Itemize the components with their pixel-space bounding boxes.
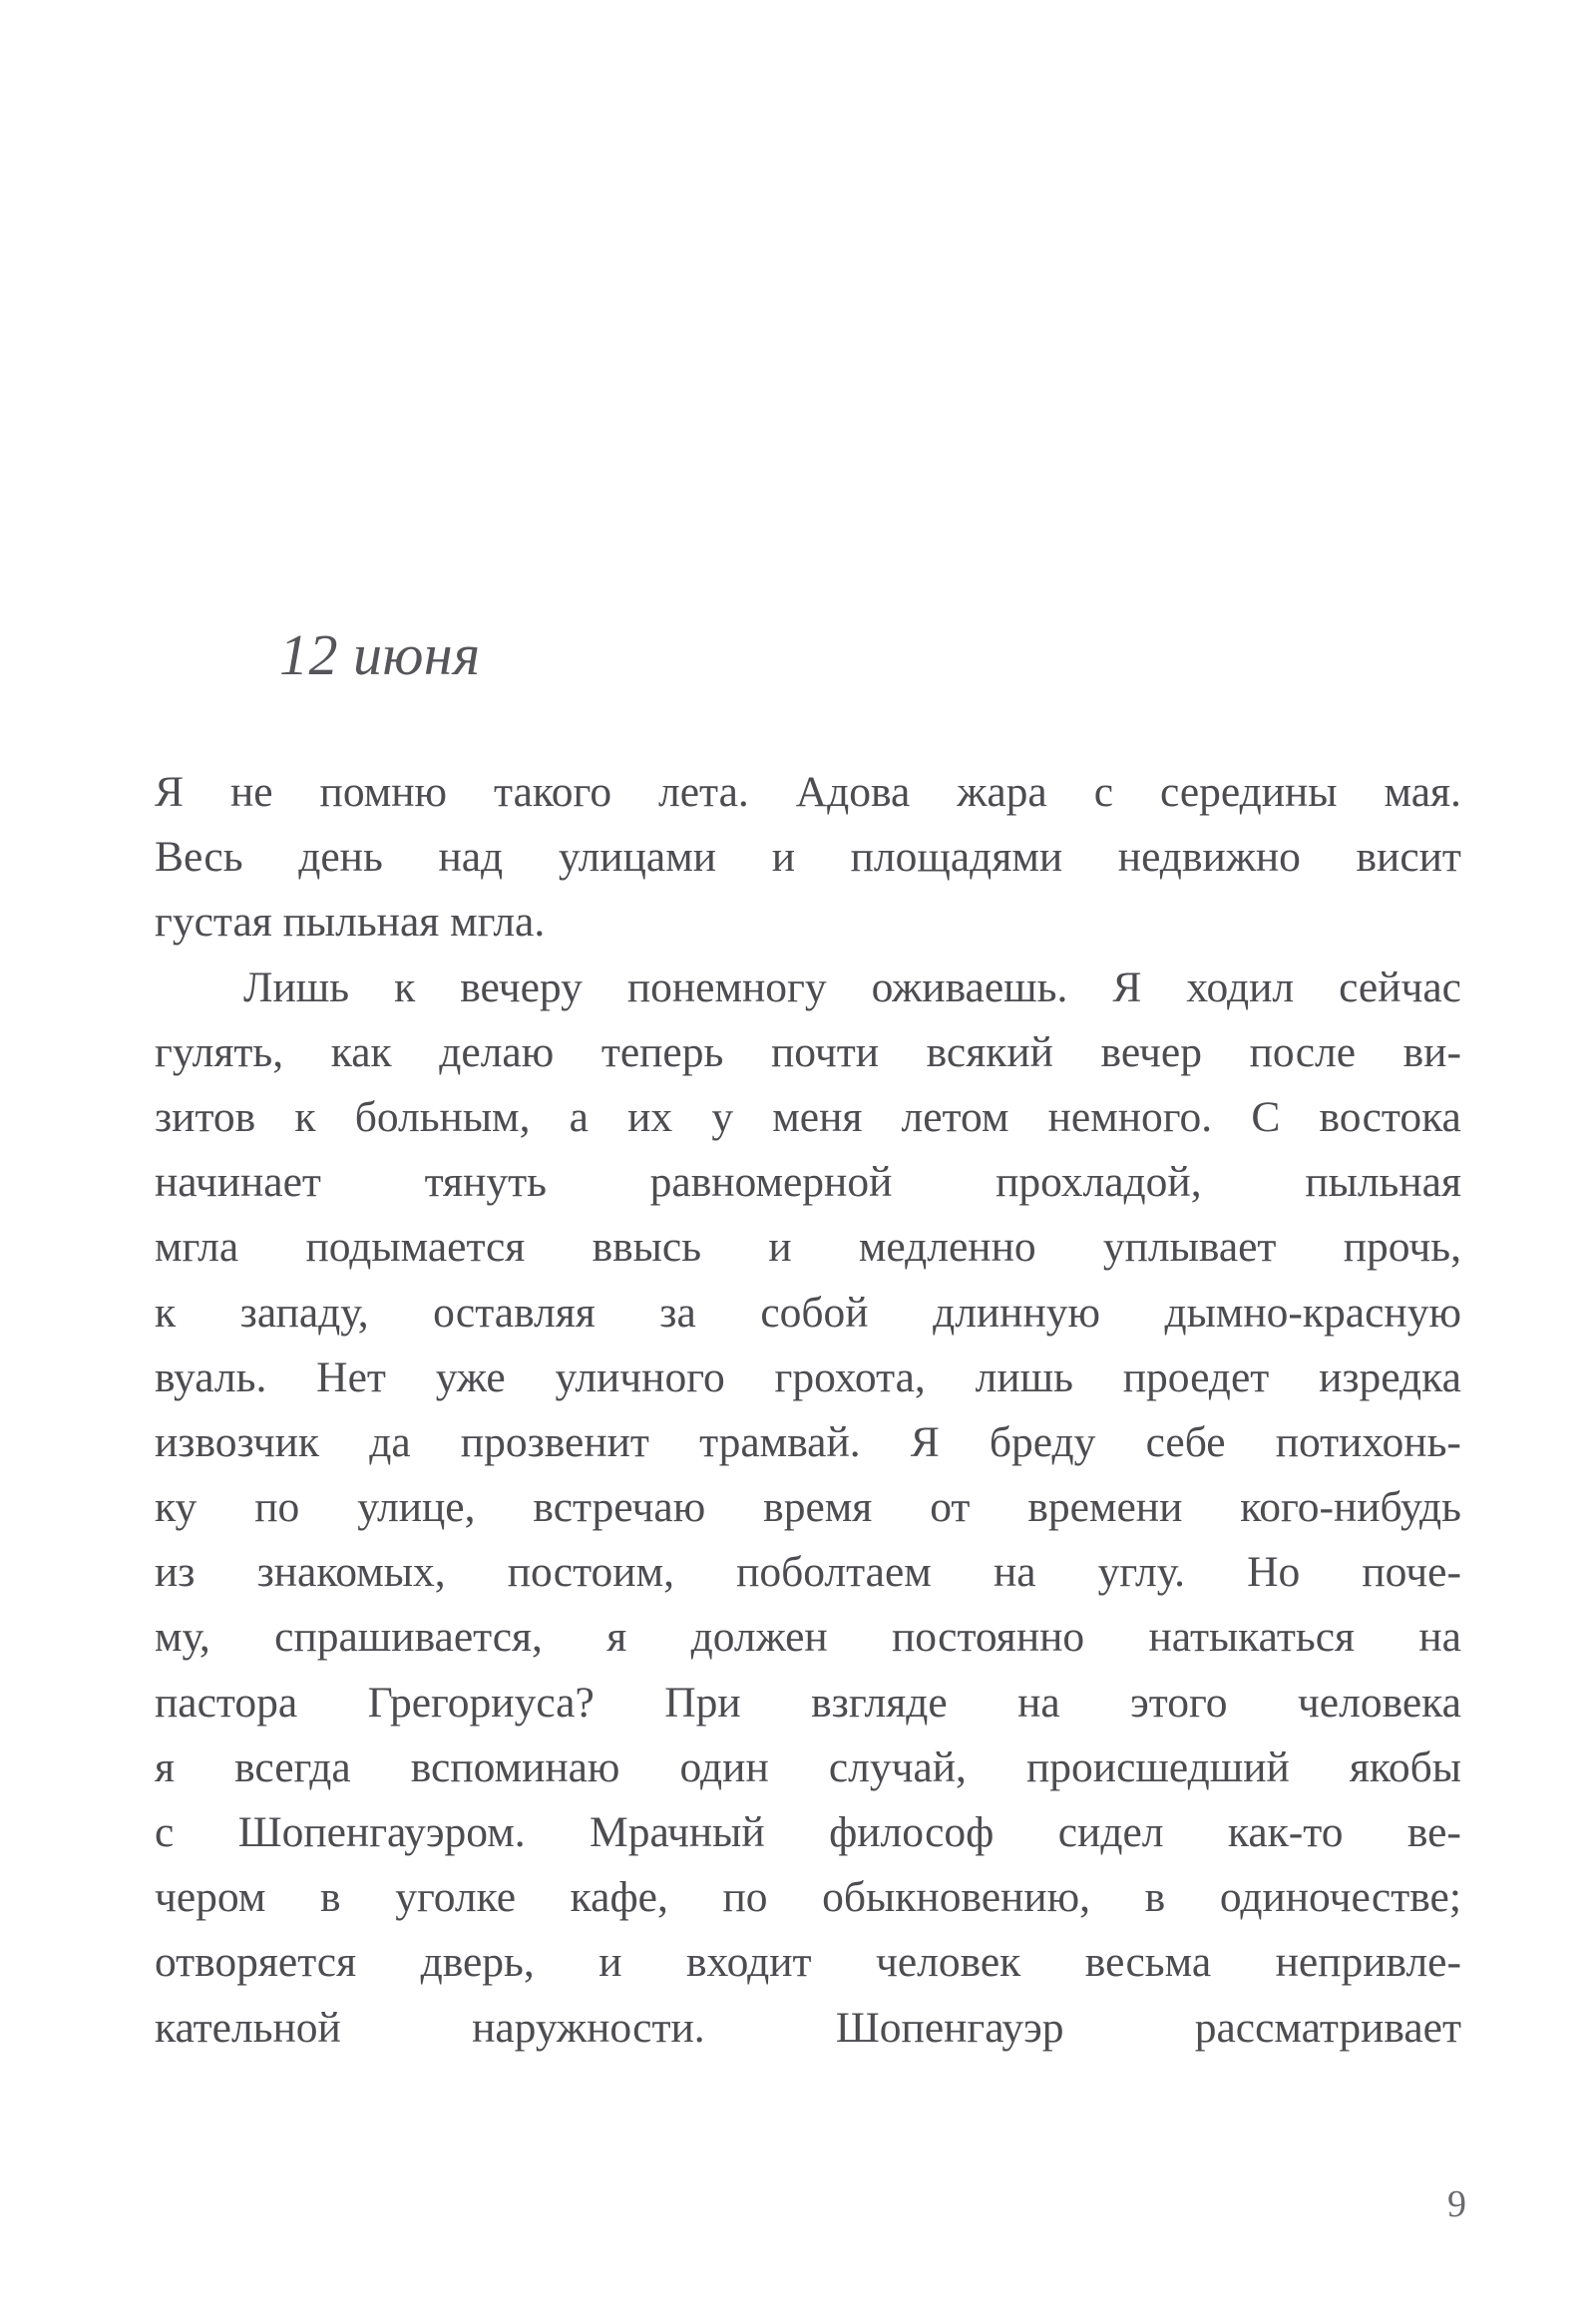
- word: мая.: [1384, 768, 1461, 816]
- word: потихонь-: [1275, 1417, 1461, 1466]
- text-line: [155, 825, 1461, 890]
- text-line: [155, 760, 1461, 825]
- word: Адова: [795, 768, 911, 816]
- word: на: [993, 1548, 1036, 1597]
- word: Шопенгауэром.: [237, 1808, 526, 1856]
- word: философ: [829, 1808, 995, 1856]
- word: оставляя: [433, 1288, 596, 1337]
- word: му,: [155, 1613, 210, 1662]
- word: входит: [685, 1938, 812, 1987]
- word: длинную: [933, 1288, 1100, 1337]
- word: востока: [1319, 1092, 1461, 1141]
- word: подымается: [305, 1223, 526, 1272]
- word: почти: [770, 1027, 880, 1076]
- word: площадями: [850, 833, 1063, 882]
- word: случай,: [828, 1742, 967, 1791]
- word: и: [771, 833, 795, 882]
- text-line: [155, 1930, 1461, 1995]
- word: спрашивается,: [274, 1613, 543, 1662]
- word: один: [679, 1742, 769, 1791]
- word: себе: [1145, 1417, 1226, 1466]
- word: извозчик: [155, 1417, 320, 1466]
- word: поче-: [1362, 1548, 1461, 1597]
- word: ку: [155, 1483, 198, 1532]
- paragraph-1: [155, 760, 1461, 956]
- word: Весь: [155, 833, 243, 882]
- word: и: [768, 1223, 792, 1272]
- word: поболтаем: [736, 1548, 932, 1597]
- word: прочь,: [1343, 1223, 1461, 1272]
- word: Я: [155, 768, 185, 816]
- word: как: [330, 1027, 392, 1076]
- word: происшедший: [1026, 1742, 1290, 1791]
- word: да: [369, 1417, 411, 1466]
- word: Я: [1112, 963, 1142, 1011]
- text-line: [155, 1800, 1461, 1865]
- word: встречаю: [533, 1483, 706, 1532]
- word: время: [763, 1483, 873, 1532]
- text-block: [155, 622, 1461, 2061]
- word: летом: [901, 1092, 1009, 1141]
- word: ве-: [1406, 1808, 1461, 1856]
- word: С: [1251, 1092, 1281, 1141]
- word: улице,: [357, 1483, 476, 1532]
- word: якобы: [1349, 1742, 1461, 1791]
- word: я: [606, 1613, 627, 1662]
- word: к: [394, 963, 416, 1011]
- word: вуаль.: [155, 1352, 267, 1401]
- word: на: [1418, 1613, 1461, 1662]
- word: сидел: [1057, 1808, 1164, 1856]
- word: При: [664, 1678, 741, 1727]
- word: над: [438, 833, 504, 882]
- word: вечер: [1100, 1027, 1202, 1076]
- word: и: [598, 1938, 622, 1987]
- word: меня: [772, 1092, 863, 1141]
- word: лишь: [975, 1352, 1073, 1401]
- word: за: [659, 1288, 696, 1337]
- word: такого: [494, 768, 612, 816]
- word: оживаешь.: [871, 963, 1068, 1011]
- word: вспоминаю: [410, 1742, 620, 1791]
- text-line: [155, 1281, 1461, 1346]
- word: натыкаться: [1148, 1613, 1356, 1662]
- word: Мрачный: [590, 1808, 765, 1856]
- word: сейчас: [1339, 963, 1461, 1011]
- word: кафе,: [570, 1873, 668, 1922]
- paragraph-2: [155, 956, 1461, 2061]
- word: знакомых,: [256, 1548, 446, 1597]
- word: после: [1249, 1027, 1357, 1076]
- word: от: [930, 1483, 971, 1532]
- body-copy: [155, 760, 1461, 2061]
- word: недвижно: [1117, 833, 1301, 882]
- word: помню: [319, 768, 448, 816]
- word: взгляде: [811, 1678, 948, 1727]
- word: человек: [875, 1938, 1021, 1987]
- word: в: [320, 1873, 341, 1922]
- word: их: [627, 1092, 673, 1141]
- word: Шопенгауэр: [835, 2003, 1064, 2052]
- text-line: [155, 1085, 1461, 1150]
- text-line: [155, 1996, 1461, 2061]
- word: наружности.: [472, 2003, 705, 2052]
- word: постоим,: [507, 1548, 674, 1597]
- text-line: [155, 1020, 1461, 1085]
- word: вечеру: [460, 963, 583, 1011]
- text-line: [155, 1150, 1461, 1215]
- word: как-то: [1227, 1808, 1344, 1856]
- word: постоянно: [892, 1613, 1085, 1662]
- word: медленно: [858, 1223, 1036, 1272]
- word: жара: [957, 768, 1047, 816]
- word: непривле-: [1275, 1938, 1461, 1987]
- word: прозвенит: [460, 1417, 649, 1466]
- word: теперь: [600, 1027, 724, 1076]
- word: делаю: [439, 1027, 555, 1076]
- text-line: [155, 1605, 1461, 1670]
- word: Лишь: [242, 963, 350, 1011]
- word: по: [722, 1873, 768, 1922]
- word: зитов: [155, 1092, 256, 1141]
- text-line: [155, 1735, 1461, 1800]
- word: углу.: [1097, 1548, 1186, 1597]
- word: Грегориуса?: [367, 1678, 595, 1727]
- word: пастора: [155, 1678, 298, 1727]
- word: весьма: [1084, 1938, 1212, 1987]
- word: ви-: [1402, 1027, 1461, 1076]
- word: должен: [690, 1613, 828, 1662]
- word: изредка: [1319, 1352, 1461, 1401]
- word: уже: [435, 1352, 506, 1401]
- text-line: [155, 1865, 1461, 1930]
- word: в: [1144, 1873, 1166, 1922]
- word: ввысь: [592, 1223, 702, 1272]
- word: проедет: [1122, 1352, 1270, 1401]
- word: отворяется: [155, 1938, 357, 1987]
- word: кательной: [155, 2003, 341, 2052]
- word: начинает: [155, 1158, 321, 1207]
- word: кого-нибудь: [1240, 1483, 1461, 1532]
- word: человека: [1297, 1678, 1461, 1727]
- word: не: [229, 768, 273, 816]
- word: по: [254, 1483, 300, 1532]
- text-line: [155, 956, 1461, 1020]
- word: Но: [1247, 1548, 1301, 1597]
- text-line: [155, 1671, 1461, 1735]
- word: день: [298, 833, 383, 882]
- word: висит: [1356, 833, 1461, 882]
- word: уличного: [555, 1352, 725, 1401]
- word: а: [569, 1092, 589, 1141]
- word: тянуть: [424, 1158, 547, 1207]
- text-line: [155, 1475, 1461, 1540]
- word: равномерной: [649, 1158, 893, 1207]
- word: Я: [910, 1417, 940, 1466]
- word: с: [155, 1808, 175, 1856]
- text-line: [155, 1540, 1461, 1605]
- word: всегда: [234, 1742, 351, 1791]
- word: из: [155, 1548, 196, 1597]
- word: пыльная: [1305, 1158, 1461, 1207]
- word: гулять,: [155, 1027, 284, 1076]
- word: прохладой,: [996, 1158, 1202, 1207]
- page-number: 9: [1447, 2183, 1466, 2225]
- text-line: [155, 890, 1461, 955]
- text-line: [155, 1410, 1461, 1475]
- word: улицами: [558, 833, 717, 882]
- word: западу,: [239, 1288, 369, 1337]
- word: времени: [1027, 1483, 1183, 1532]
- line-text: густая пыльная мгла.: [155, 898, 546, 947]
- word: дверь,: [420, 1938, 535, 1987]
- word: на: [1017, 1678, 1060, 1727]
- word: уголке: [395, 1873, 517, 1922]
- word: чером: [155, 1873, 266, 1922]
- word: с: [1093, 768, 1114, 816]
- text-line: [155, 1346, 1461, 1410]
- word: бреду: [989, 1417, 1096, 1466]
- word: я: [155, 1742, 176, 1791]
- word: Нет: [316, 1352, 386, 1401]
- word: грохота,: [774, 1352, 926, 1401]
- word: одиночестве;: [1219, 1873, 1461, 1922]
- word: середины: [1159, 768, 1338, 816]
- word: больным,: [354, 1092, 531, 1141]
- word: уплывает: [1102, 1223, 1277, 1272]
- text-line: [155, 1215, 1461, 1280]
- word: дымно-красную: [1164, 1288, 1461, 1337]
- word: к: [155, 1288, 177, 1337]
- word: к: [294, 1092, 316, 1141]
- word: рассматривает: [1194, 2003, 1461, 2052]
- word: ходил: [1186, 963, 1295, 1011]
- word: всякий: [926, 1027, 1053, 1076]
- word: немного.: [1047, 1092, 1213, 1141]
- word: собой: [760, 1288, 869, 1337]
- word: лета.: [658, 768, 749, 816]
- paragraph-indent: [155, 956, 199, 1020]
- word: понемногу: [626, 963, 827, 1011]
- word: обыкновению,: [822, 1873, 1090, 1922]
- word: трамвай.: [699, 1417, 861, 1466]
- chapter-heading: 12 июня: [279, 622, 481, 687]
- word: этого: [1130, 1678, 1228, 1727]
- word: мгла: [155, 1223, 239, 1272]
- word: у: [711, 1092, 734, 1141]
